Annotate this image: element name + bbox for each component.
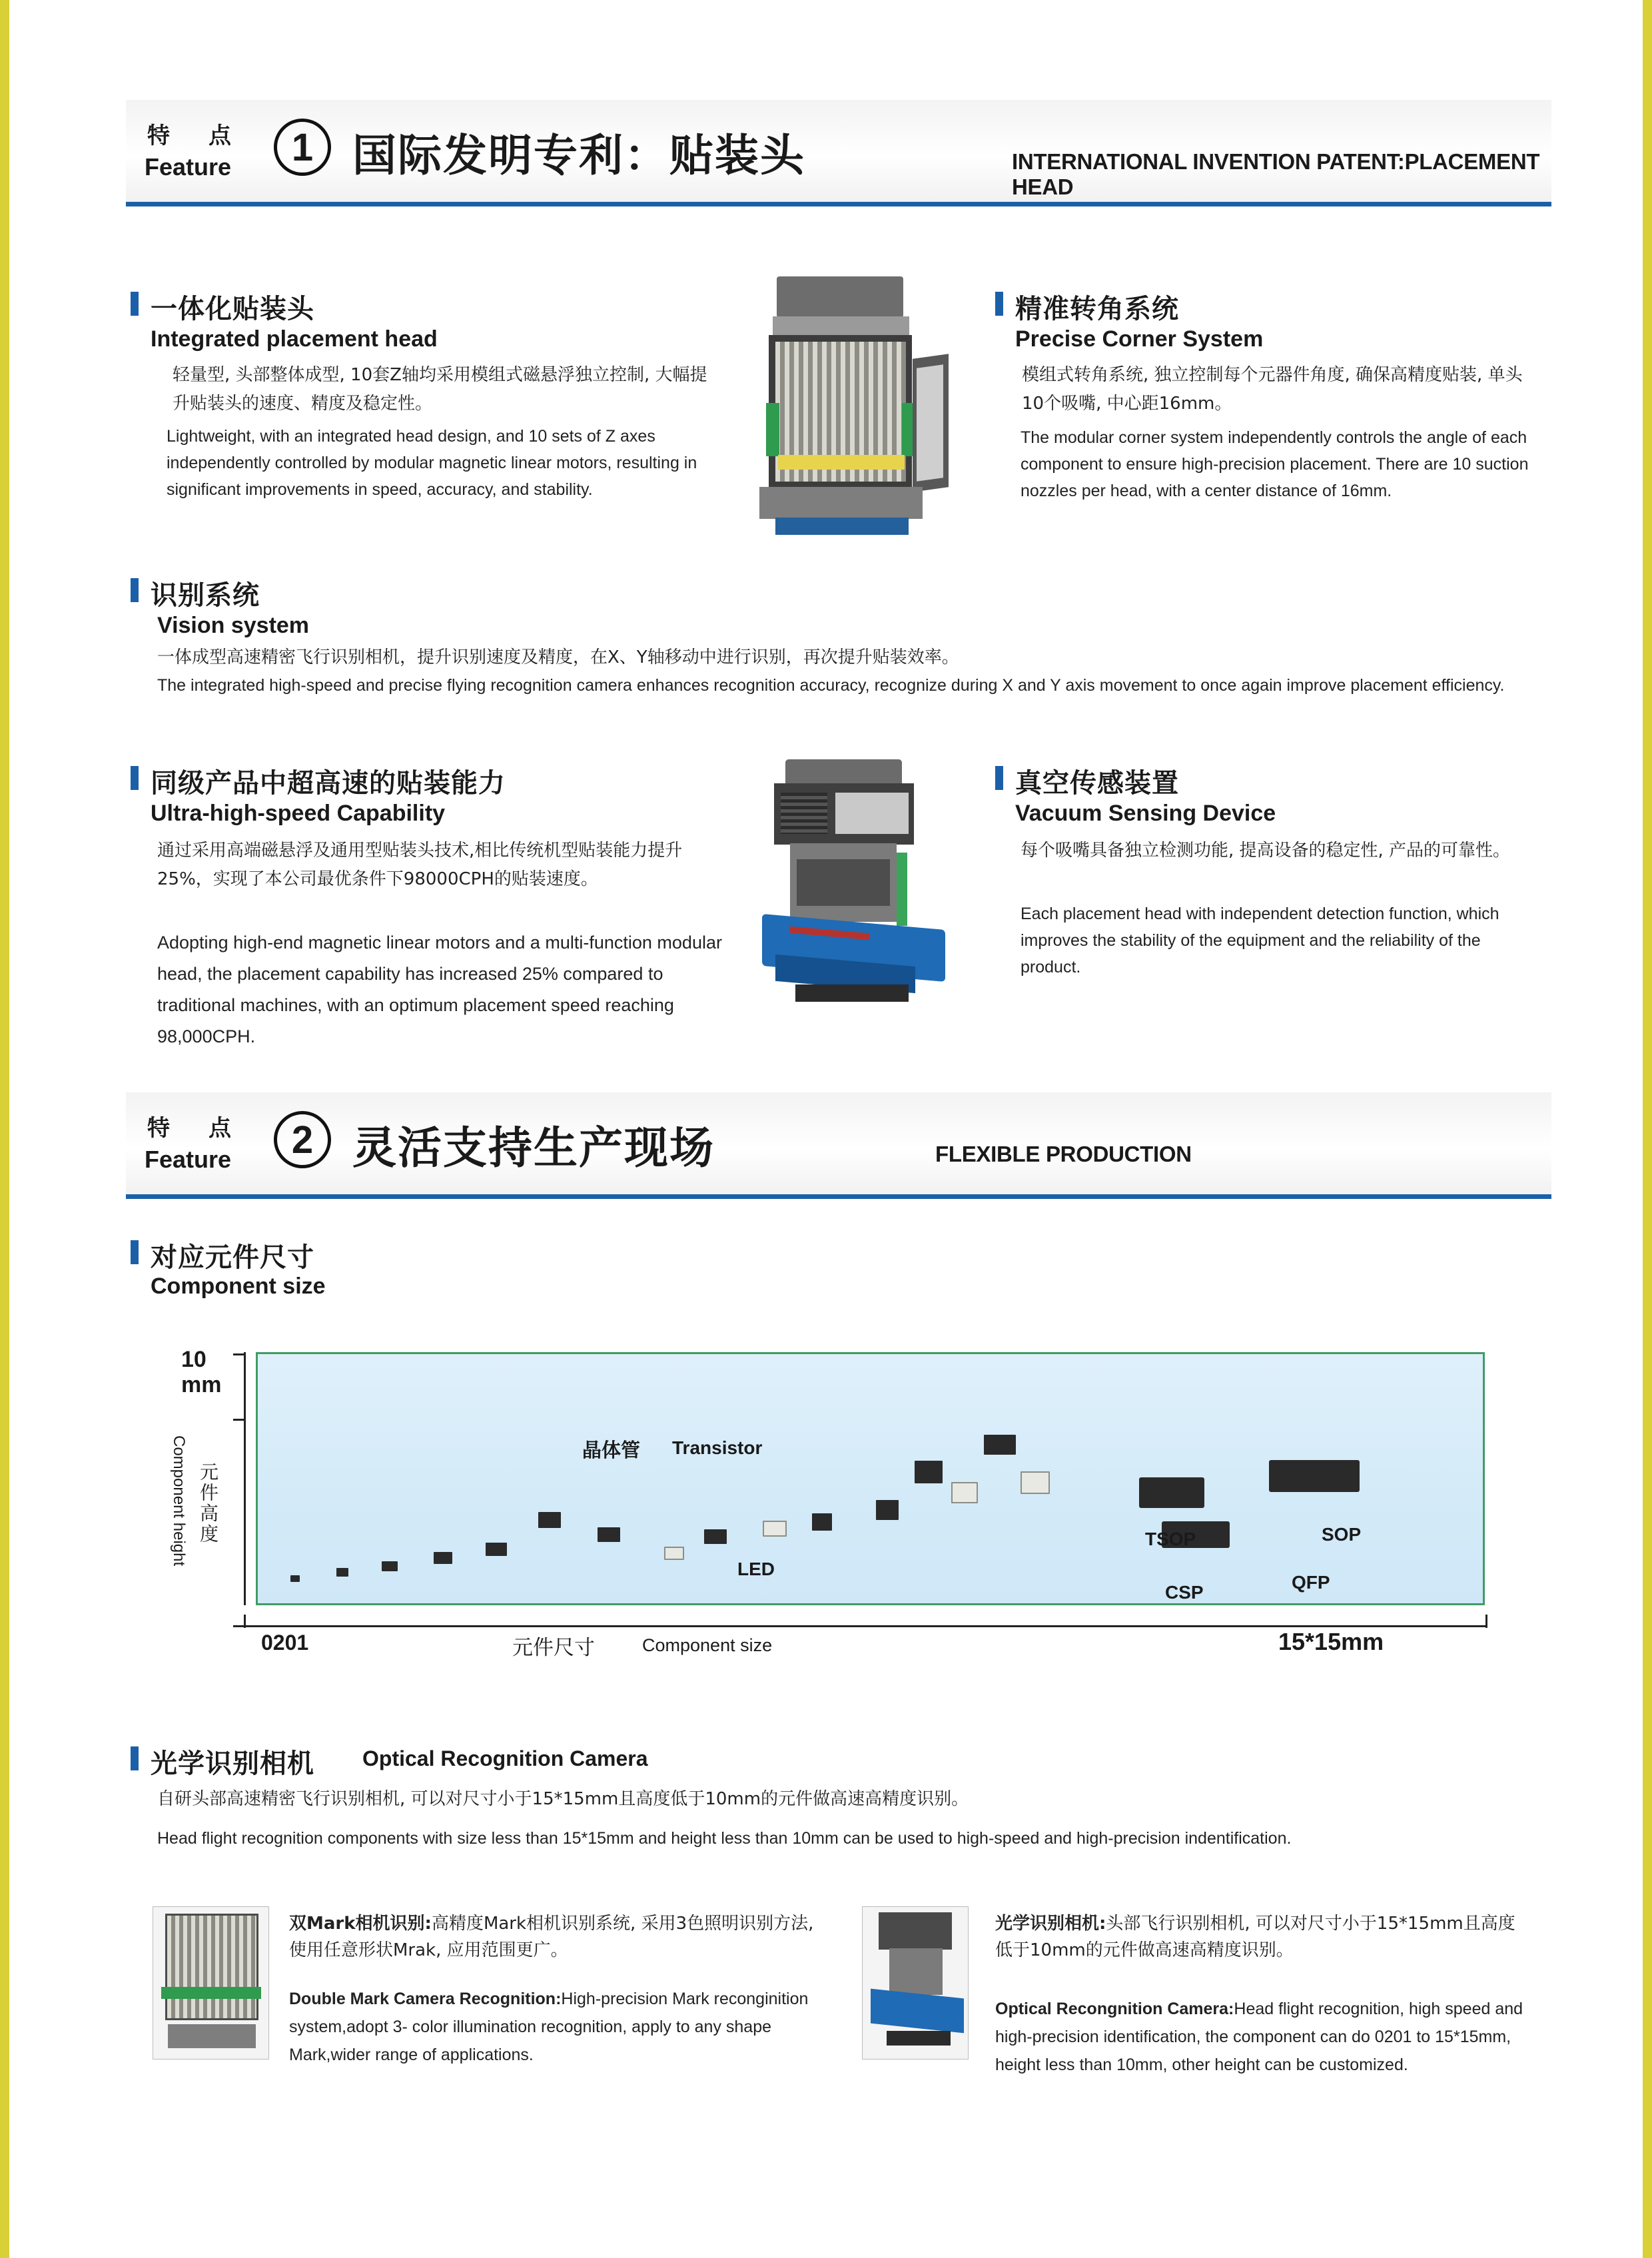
- chart-label-transistor-en: Transistor: [672, 1437, 763, 1458]
- integrated-head-accent-bar: [131, 292, 139, 316]
- corner-system-accent-bar: [995, 292, 1003, 316]
- chart-y-tick-top: [233, 1353, 245, 1355]
- chart-component-sot-3: [951, 1482, 978, 1503]
- component-size-chart: [256, 1352, 1485, 1605]
- optical-camera-body-en: Head flight recognition components with size less than 15*15mm and height less than 10mm can be used to high-speed and high-precision indentification.: [157, 1829, 1292, 1848]
- vacuum-title-en: Vacuum Sensing Device: [1015, 801, 1276, 826]
- double-mark-body-cn: 高精度Mark相机识别系统, 采用3色照明识别方法, 使用任意形状Mrak, 应用范围更广。: [289, 1914, 814, 1960]
- chart-label-tsop: TSOP: [1145, 1529, 1196, 1549]
- chart-component-transistor-1: [538, 1512, 561, 1528]
- vision-system-title-en: Vision system: [157, 613, 310, 638]
- chart-label-led: LED: [737, 1559, 775, 1579]
- corner-system-title-en: Precise Corner System: [1015, 326, 1264, 352]
- optical-card-lead-en: Optical Recongnition Camera:: [995, 2000, 1234, 2018]
- ultra-speed-title-en: Ultra-high-speed Capability: [151, 801, 446, 826]
- chart-component-chip-4: [763, 1521, 787, 1537]
- chart-y-axis: [244, 1352, 246, 1605]
- chart-x-min-label: 0201: [261, 1631, 309, 1655]
- chart-component-tsop: [1141, 1479, 1202, 1506]
- chart-x-max-label: 15*15mm: [1278, 1628, 1384, 1655]
- corner-system-body-cn: 模组式转角系统, 独立控制每个元器件角度, 确保高精度贴装, 单头10个吸嘴, 中心距16mm。: [1022, 365, 1523, 414]
- feature-1-label-en: Feature: [145, 153, 232, 181]
- corner-system-title-cn: 精准转角系统: [1015, 294, 1179, 324]
- optical-card-lead-cn: 光学识别相机:: [995, 1914, 1106, 1934]
- chart-x-axis-label-cn: 元件尺寸: [512, 1636, 595, 1660]
- feature-1-banner: [126, 100, 1551, 206]
- optical-camera-body-cn: 自研头部高速精密飞行识别相机, 可以对尺寸小于15*15mm且高度低于10mm的元件做高速高精度识别。: [157, 1789, 969, 1809]
- chart-x-axis: [244, 1625, 1487, 1627]
- corner-system-body-en: The modular corner system independently controls the angle of each component to ensure high-precision placement. There are 10 suction nozzles per head, with a center distance of 16mm.: [1021, 428, 1529, 500]
- page-inner: [9, 0, 1643, 2258]
- chart-component-led-1: [812, 1513, 832, 1531]
- optical-card-body-cn: 头部飞行识别相机, 可以对尺寸小于15*15mm且高度低于10mm的元件做高速高精度识别。: [995, 1914, 1515, 1960]
- placement-machine-photo: [749, 759, 975, 1026]
- feature-2-title-cn: 灵活支持生产现场: [352, 1122, 715, 1174]
- chart-label-qfp: QFP: [1292, 1572, 1330, 1593]
- chart-y-max-value: 10: [181, 1347, 206, 1372]
- placement-head-photo: [749, 276, 969, 556]
- optical-camera-title-en: Optical Recognition Camera: [362, 1746, 648, 1770]
- double-mark-lead-cn: 双Mark相机识别:: [289, 1914, 432, 1934]
- ultra-speed-body-cn: 通过采用高端磁悬浮及通用型贴装头技术,相比传统机型贴装能力提升25%，实现了本公司最优条件下98000CPH的贴装速度。: [157, 841, 683, 889]
- vacuum-body-en: Each placement head with independent detection function, which improves the stability of the equipment and the reliability of the product.: [1021, 905, 1499, 976]
- vacuum-title-cn: 真空传感装置: [1015, 768, 1179, 799]
- feature-2-title-en: FLEXIBLE PRODUCTION: [935, 1142, 1192, 1166]
- feature-2-label-en: Feature: [145, 1146, 232, 1173]
- chart-component-0201: [290, 1575, 300, 1582]
- vacuum-body-cn: 每个吸嘴具备独立检测功能, 提高设备的稳定性, 产品的可靠性。: [1021, 841, 1511, 861]
- chart-component-chip-2: [664, 1547, 684, 1560]
- chart-x-axis-label-en: Component size: [642, 1635, 773, 1655]
- component-size-accent-bar: [131, 1240, 139, 1264]
- vision-system-title-cn: 识别系统: [151, 580, 260, 611]
- feature-1-number: 1: [274, 119, 331, 176]
- chart-label-sop: SOP: [1322, 1524, 1362, 1545]
- chart-y-axis-label-cn: 元件高度: [197, 1462, 219, 1545]
- ultra-speed-accent-bar: [131, 766, 139, 790]
- chart-component-sot-4: [984, 1435, 1016, 1455]
- feature-1-title-en: INTERNATIONAL INVENTION PATENT:PLACEMENT HEAD: [1012, 149, 1540, 199]
- double-mark-body-en: High-precision Mark reconginition system,adopt 3- color illumination recognition, apply to any shape Mark,wider range of applications.: [289, 1990, 809, 2064]
- chart-component-0402: [336, 1568, 348, 1577]
- ultra-speed-body-en: Adopting high-end magnetic linear motors and a multi-function modular head, the placement capability has increased 25% compared to traditional machines, with an optimum placement speed reaching 98,000CPH.: [157, 933, 722, 1046]
- chart-component-chip-1: [598, 1527, 620, 1542]
- chart-component-sot-1: [876, 1500, 899, 1520]
- optical-camera-accent-bar: [131, 1746, 139, 1770]
- chart-x-tick-right: [1485, 1615, 1487, 1628]
- integrated-head-body-en: Lightweight, with an integrated head design, and 10 sets of Z axes independently controlled by modular magnetic linear motors, resulting in significant improvements in speed, accuracy, and stability.: [167, 427, 697, 499]
- double-mark-lead-en: Double Mark Camera Recognition:: [289, 1990, 562, 2008]
- chart-y-tick-mid: [233, 1419, 245, 1421]
- double-mark-camera-photo: [153, 1906, 269, 2060]
- feature-2-number: 2: [274, 1111, 331, 1168]
- vacuum-accent-bar: [995, 766, 1003, 790]
- chart-label-transistor-cn: 晶体管: [582, 1439, 641, 1461]
- integrated-head-title-cn: 一体化贴装头: [151, 294, 314, 324]
- feature-1-label-cn: 特 点: [147, 123, 239, 149]
- component-size-title-en: Component size: [151, 1274, 326, 1299]
- optical-camera-title-cn: 光学识别相机: [151, 1748, 314, 1779]
- feature-2-label-cn: 特 点: [147, 1115, 239, 1142]
- chart-component-sot-5: [1021, 1471, 1050, 1494]
- component-size-title-cn: 对应元件尺寸: [151, 1242, 314, 1273]
- chart-component-sot-2: [915, 1461, 943, 1483]
- chart-component-1206: [486, 1543, 507, 1556]
- integrated-head-body-cn: 轻量型, 头部整体成型, 10套Z轴均采用模组式磁悬浮独立控制, 大幅提升贴装头的速度、精度及稳定性。: [173, 365, 707, 414]
- optical-card-body-en: Head flight recognition, high speed and high-precision identification, the component can do 0201 to 15*15mm, height less than 10mm, other height can be customized.: [995, 2000, 1523, 2074]
- chart-x-tick-left: [244, 1615, 246, 1628]
- chart-label-csp: CSP: [1165, 1582, 1204, 1603]
- optical-camera-photo: [862, 1906, 969, 2060]
- vision-system-body-cn: 一体成型高速精密飞行识别相机，提升识别速度及精度，在X、Y轴移动中进行识别，再次提升贴装效率。: [157, 647, 959, 667]
- ultra-speed-title-cn: 同级产品中超高速的贴装能力: [151, 768, 506, 799]
- chart-component-chip-3: [704, 1529, 727, 1544]
- vision-system-body-en: The integrated high-speed and precise flying recognition camera enhances recognition accuracy, recognize during X and Y axis movement to once again improve placement efficiency.: [157, 676, 1505, 695]
- feature-1-title-cn: 国际发明专利：贴装头: [352, 130, 805, 181]
- feature-2-banner: [126, 1092, 1551, 1199]
- chart-y-axis-label-en: Component height: [170, 1435, 188, 1567]
- integrated-head-title-en: Integrated placement head: [151, 326, 438, 352]
- chart-component-sop: [1271, 1462, 1358, 1490]
- chart-component-0805: [434, 1552, 452, 1564]
- chart-y-max-unit: mm: [181, 1372, 222, 1397]
- vision-system-accent-bar: [131, 578, 139, 602]
- chart-component-0603: [382, 1561, 398, 1571]
